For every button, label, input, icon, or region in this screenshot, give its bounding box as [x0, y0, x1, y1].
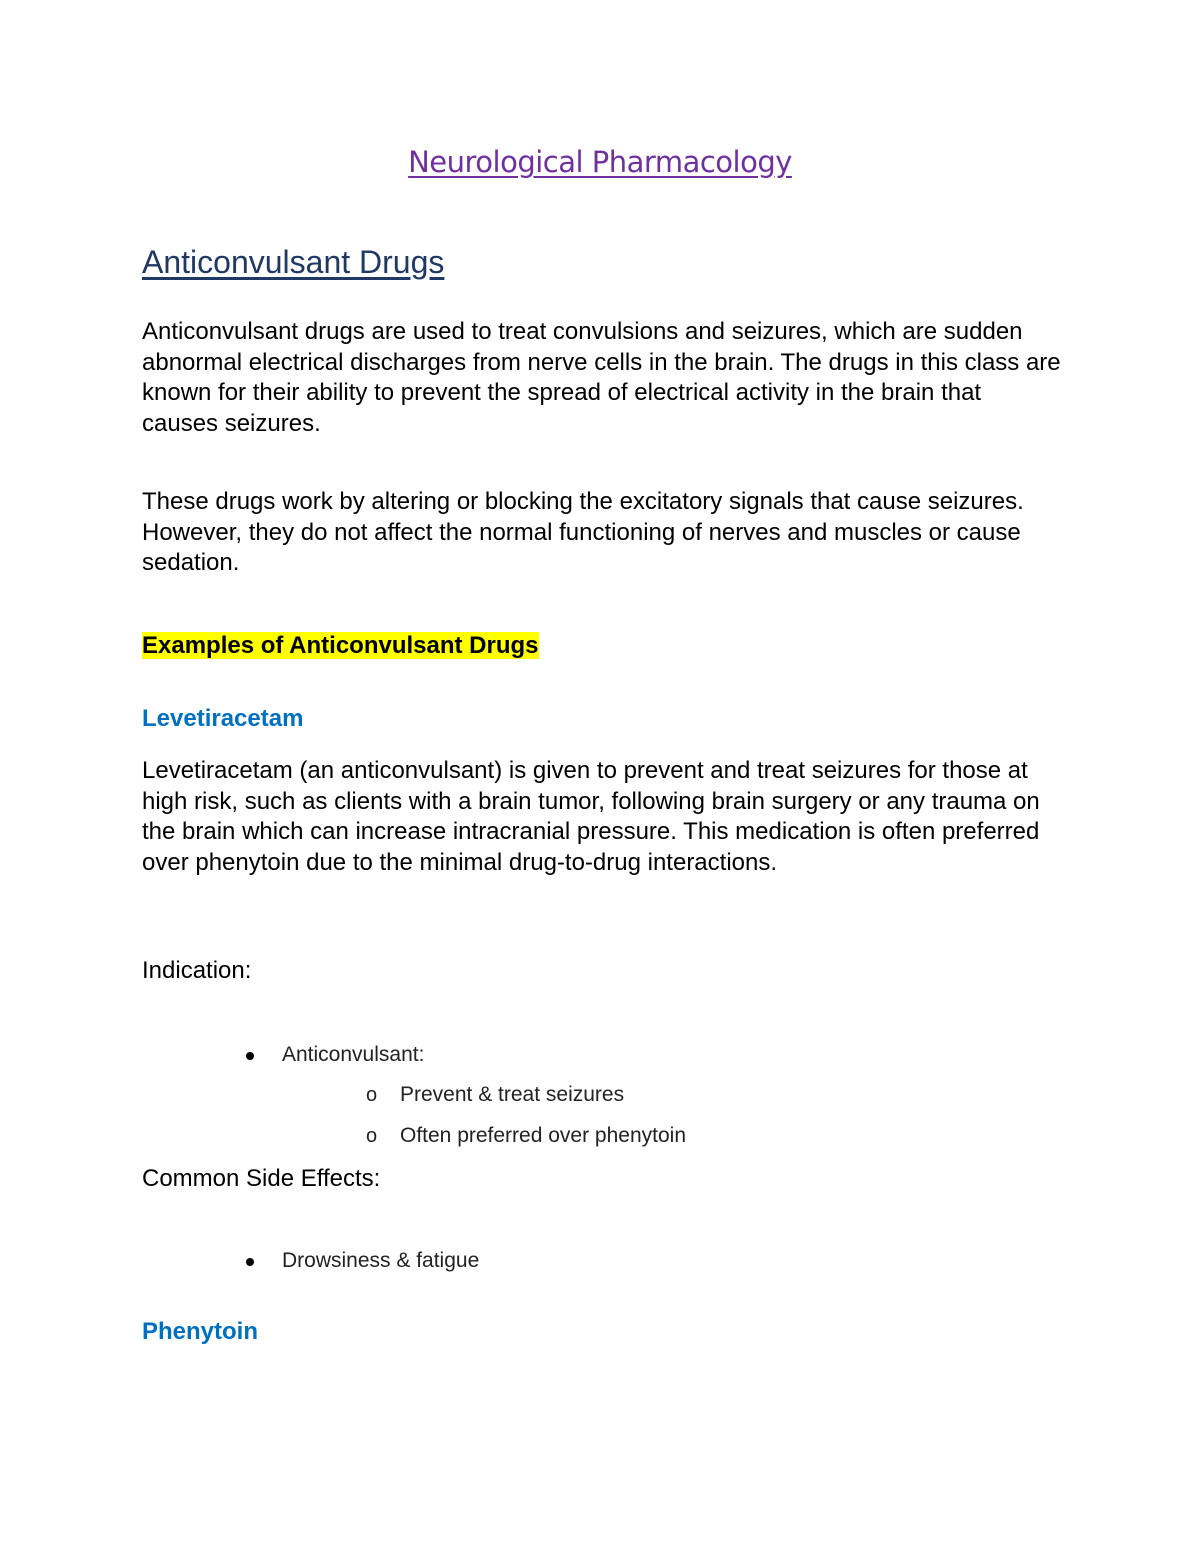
list-item-side-effect: [282, 1247, 479, 1275]
list-item-text: Anticonvulsant:: [282, 1043, 425, 1066]
sub-list-item-text: Prevent & treat seizures: [400, 1083, 625, 1106]
indication-label: Indication:: [142, 957, 252, 984]
levetiracetam-description: Levetiracetam (an anticonvulsant) is given to prevent and treat seizures for those at high risk, such as clients with a brain tumor, following brain surgery or any trauma on the brain which can increase intracranial pressure. This medication is often preferred over phenytoin due to the minimal drug-to-drug interactions.: [142, 757, 1040, 876]
sub-list-item-text: Often preferred over phenytoin: [400, 1124, 687, 1147]
sub-list-item-2: [366, 1122, 687, 1150]
bullet-circle-icon: o: [366, 1084, 378, 1106]
intro-paragraph-2: These drugs work by altering or blocking the excitatory signals that cause seizures. However, they do not affect the normal functioning of nerves and muscles or cause sedation.: [142, 488, 1024, 577]
bullet-disc-icon: [246, 1052, 254, 1060]
list-item-indication: [282, 1041, 424, 1069]
examples-heading: [142, 630, 539, 662]
drug-heading-levetiracetam: Levetiracetam: [142, 705, 304, 732]
bullet-disc-icon: [246, 1258, 254, 1266]
sub-list-item-1: [366, 1081, 625, 1109]
list-item-text: Drowsiness & fatigue: [282, 1249, 480, 1272]
section-heading: Anticonvulsant Drugs: [142, 244, 445, 280]
bullet-circle-icon: o: [366, 1125, 378, 1147]
document-title: Neurological Pharmacology: [408, 145, 792, 179]
side-effects-label: Common Side Effects:: [142, 1165, 381, 1192]
intro-paragraph-1: Anticonvulsant drugs are used to treat convulsions and seizures, which are sudden abnormal electrical discharges from nerve cells in the brain. The drugs in this class are known for their ability to prevent the spread of electrical activity in the brain that causes seizures.: [142, 318, 1061, 437]
drug-heading-phenytoin: Phenytoin: [142, 1318, 259, 1345]
examples-heading-text: Examples of Anticonvulsant Drugs: [142, 632, 539, 659]
